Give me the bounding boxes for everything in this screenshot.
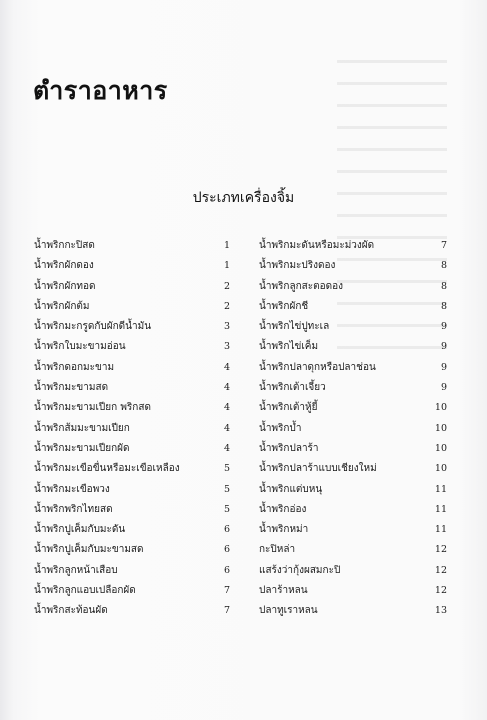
entry-page-number: 5 [223, 483, 230, 495]
contents-entry [259, 581, 447, 601]
entry-title: น้ำพริกมะปริงดอง [259, 260, 336, 272]
contents-entry [34, 297, 230, 317]
entry-title: น้ำพริกมะขามเปียก พริกสด [34, 402, 151, 414]
contents-entry [259, 520, 447, 540]
contents-entry [259, 500, 447, 520]
contents-right-column [259, 236, 447, 622]
entry-page-number: 1 [223, 260, 230, 272]
entry-page-number: 3 [223, 321, 230, 333]
entry-page-number: 12 [434, 585, 447, 597]
entry-page-number: 4 [223, 361, 230, 373]
contents-entry [34, 500, 230, 520]
entry-title: น้ำพริกสะท้อนผัด [34, 605, 108, 617]
contents-entry [34, 540, 230, 560]
entry-page-number: 6 [223, 564, 230, 576]
contents-entry [34, 439, 230, 459]
entry-page-number: 3 [223, 341, 230, 353]
entry-page-number: 4 [223, 382, 230, 394]
contents-entry [259, 459, 447, 479]
entry-page-number: 4 [223, 422, 230, 434]
entry-title: น้ำพริกมะเขือพวง [34, 483, 110, 495]
entry-page-number: 10 [434, 442, 447, 454]
contents-entry [259, 419, 447, 439]
contents-entry [259, 337, 447, 357]
entry-page-number: 9 [440, 382, 447, 394]
contents-entry [34, 317, 230, 337]
contents-entry [34, 358, 230, 378]
entry-page-number: 1 [223, 240, 230, 251]
entry-page-number: 13 [434, 605, 447, 617]
entry-title: น้ำพริกไข่เค็ม [259, 341, 319, 353]
entry-page-number: 7 [223, 585, 230, 597]
entry-page-number: 11 [434, 483, 447, 495]
entry-title: น้ำพริกกะปิสด [34, 240, 95, 251]
entry-page-number: 5 [223, 503, 230, 515]
contents-entry [34, 419, 230, 439]
entry-title: น้ำพริกดอกมะขาม [34, 361, 115, 373]
contents-left-column [34, 236, 230, 622]
entry-page-number: 2 [223, 300, 230, 312]
entry-title: น้ำพริกผักทอด [34, 280, 96, 292]
contents-entry [259, 358, 447, 378]
entry-title: น้ำพริกปลาร้าแบบเชียงใหม่ [259, 463, 377, 475]
contents-entry [259, 297, 447, 317]
contents-entry [34, 459, 230, 479]
entry-page-number: 11 [434, 503, 447, 515]
contents-entry [34, 337, 230, 357]
contents-entry [34, 378, 230, 398]
entry-title: น้ำพริกปูเค็มกับมะขามสด [34, 544, 144, 556]
entry-title: น้ำพริกปลาร้า [259, 442, 319, 454]
entry-title: น้ำพริกมะขามสด [34, 382, 109, 394]
entry-title: น้ำพริกมะขามเปียกผัด [34, 442, 130, 454]
entry-page-number: 9 [440, 321, 447, 333]
entry-title: น้ำพริกผักต้ม [34, 300, 90, 312]
entry-page-number: 12 [434, 564, 447, 576]
contents-entry [34, 480, 230, 500]
entry-title: น้ำพริกมะกรูดกับผักดีน้ำมัน [34, 321, 152, 333]
entry-title: น้ำพริกอ่อง [259, 503, 307, 515]
entry-page-number: 7 [223, 605, 230, 617]
entry-title: น้ำพริกปูเค็มกับมะดัน [34, 524, 126, 536]
entry-page-number: 8 [440, 260, 447, 272]
contents-entry [259, 256, 447, 276]
contents-entry [259, 601, 447, 621]
contents-entry [259, 561, 447, 581]
contents-entry [34, 277, 230, 297]
contents-entry [34, 236, 230, 256]
contents-entry [34, 520, 230, 540]
entry-title: น้ำพริกแต่บหนุ [259, 483, 323, 495]
entry-page-number: 8 [440, 280, 447, 292]
entry-title: ปลาร้าหลน [259, 585, 308, 597]
entry-title: น้ำพริกลูกแอบเปลือกผัด [34, 585, 136, 597]
contents-entry [34, 256, 230, 276]
entry-page-number: 4 [223, 402, 230, 414]
entry-page-number: 10 [434, 463, 447, 475]
entry-title: น้ำพริกเต้าหู้ยี้ [259, 402, 318, 414]
entry-title: กะปิหล่า [259, 544, 296, 556]
entry-title: น้ำพริกใบมะขามอ่อน [34, 341, 126, 353]
entry-title: น้ำพริกไข่ปูทะเล [259, 321, 330, 333]
entry-page-number: 4 [223, 442, 230, 454]
contents-entry [259, 378, 447, 398]
entry-title: น้ำพริกเต้าเจี้ยว [259, 382, 326, 394]
section-heading: ประเภทเครื่องจิ้ม [192, 190, 295, 206]
entry-title: น้ำพริกหม่า [259, 524, 309, 536]
contents-entry [259, 236, 447, 256]
contents-entry [34, 398, 230, 418]
entry-title: น้ำพริกผักชี [259, 300, 309, 312]
entry-page-number: 7 [440, 240, 447, 251]
entry-title: น้ำพริกมะเขือขื่นหรือมะเขือเหลือง [34, 463, 180, 475]
entry-title: น้ำพริกลูกสะตอดอง [259, 280, 344, 292]
entry-title: น้ำพริกบ้ำ [259, 422, 302, 434]
entry-page-number: 12 [434, 544, 447, 556]
entry-title: น้ำพริกมะดันหรือมะม่วงผัด [259, 240, 375, 251]
entry-title: น้ำพริกส้มมะขามเปียก [34, 422, 130, 434]
entry-page-number: 10 [434, 422, 447, 434]
entry-title: น้ำพริกลูกหน้าเสือบ [34, 564, 118, 576]
entry-title: ปลาทูเราหลน [259, 605, 318, 617]
contents-entry [259, 317, 447, 337]
contents-entry [34, 581, 230, 601]
entry-page-number: 5 [223, 463, 230, 475]
book-title: ตำราอาหาร [33, 76, 168, 105]
entry-page-number: 6 [223, 524, 230, 536]
entry-page-number: 11 [434, 524, 447, 536]
entry-page-number: 8 [440, 300, 447, 312]
contents-entry [34, 601, 230, 621]
contents-entry [259, 439, 447, 459]
contents-entry [259, 277, 447, 297]
entry-page-number: 2 [223, 280, 230, 292]
entry-page-number: 6 [223, 544, 230, 556]
contents-entry [259, 398, 447, 418]
entry-page-number: 9 [440, 341, 447, 353]
entry-title: แสร้งว่ากุ้งผสมกะปิ [259, 564, 341, 576]
entry-title: น้ำพริกพริกไทยสด [34, 503, 113, 515]
contents-entry [259, 540, 447, 560]
entry-page-number: 9 [440, 361, 447, 373]
entry-title: น้ำพริกผักดอง [34, 260, 94, 272]
entry-page-number: 10 [434, 402, 447, 414]
contents-entry [34, 561, 230, 581]
contents-entry [259, 480, 447, 500]
entry-title: น้ำพริกปลาดุกหรือปลาช่อน [259, 361, 376, 373]
